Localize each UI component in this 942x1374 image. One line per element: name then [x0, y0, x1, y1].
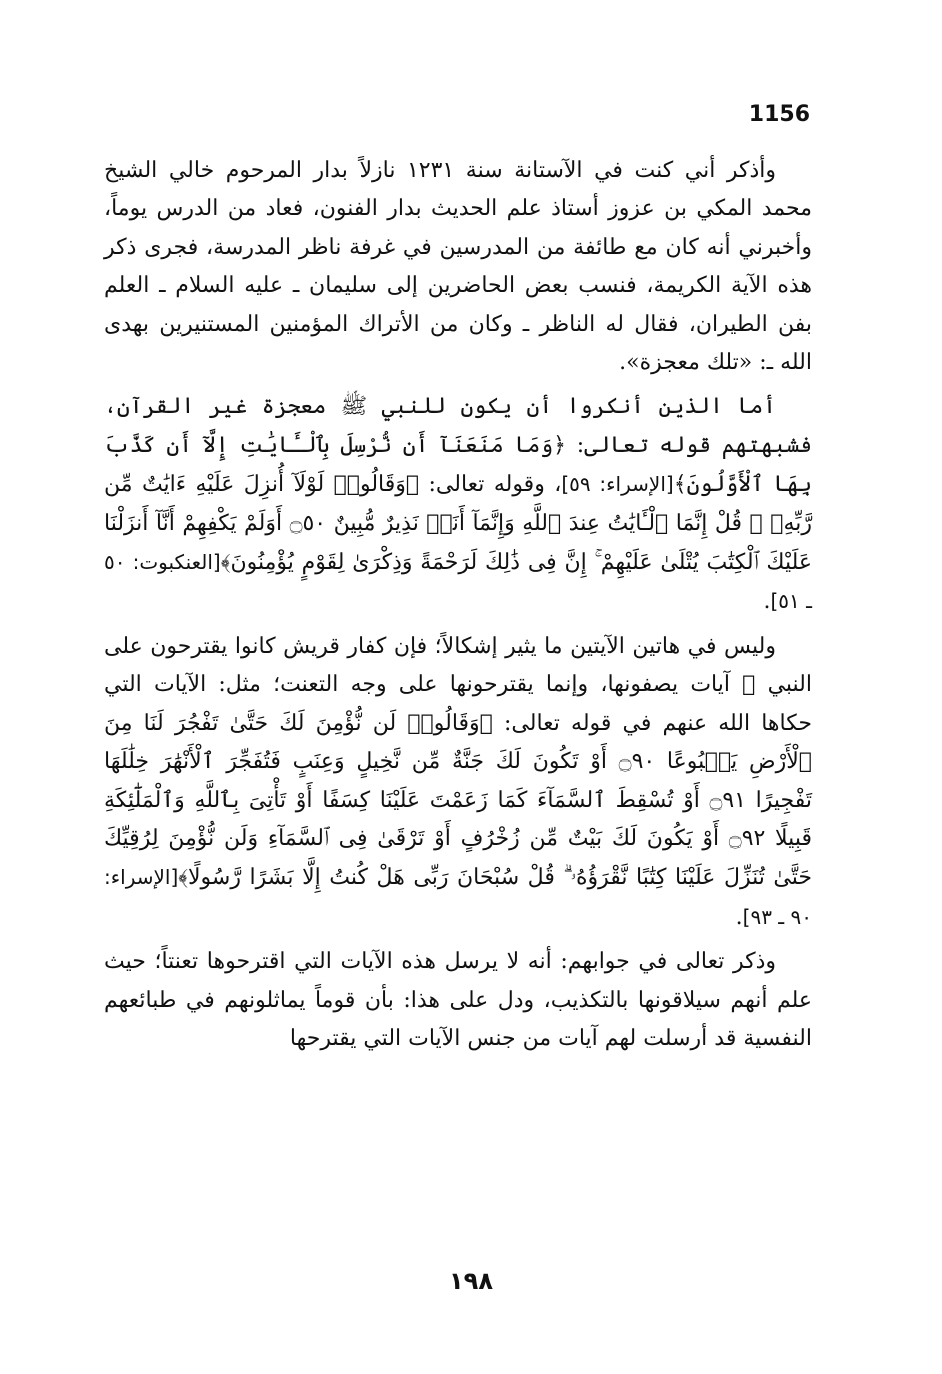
- paragraph-1: وأذكر أني كنت في الآستانة سنة ١٢٣١ نازلاً بدار المرحوم خالي الشيخ محمد المكي بن عزوز أستاذ علم الحديث بدار الفنون، فعاد من الدرس يوماً، وأخبرني أنه كان مع طائفة من المدرسين في غرفة ناظر المدرسة، فجرى ذكر هذه الآية الكريمة، فنسب بعض الحاضرين إلى سليمان ـ عليه السلام ـ العلم بفن الطيران، فقال له الناظر ـ وكان من الأتراك المؤمنين المستنيرين بهدى الله ـ: «تلك معجزة».: [104, 158, 812, 376]
- paragraph-3-end: .: [735, 904, 743, 930]
- paragraph-3: [104, 628, 812, 937]
- quran-verse-isra-59: ﴿وَمَا مَنَعَنَآ أَن نُّرْسِلَ بِٱلْـَٔايَٰتِ إِلَّآ أَن كَذَّبَ بِهَا ٱلْأَوَّلُونَ﴾: [104, 432, 813, 498]
- verse-reference-ankabut-50-51: [العنكبوت: ٥٠ ـ ٥١]: [104, 550, 812, 614]
- quran-verse-isra-90-93: ﴿وَقَالُوا۟ لَن نُّؤْمِنَ لَكَ حَتَّىٰ تَفْجُرَ لَنَا مِنَ ٱلْأَرْضِ يَنۢبُوعًا ۝٩٠ أَوْ تَكُونَ لَكَ جَنَّةٌ مِّن نَّخِيلٍ وَعِنَبٍ فَتُفَجِّرَ ٱلْأَنْهَٰرَ خِلَٰلَهَا تَفْجِيرًا ۝٩١ أَوْ تُسْقِطَ ٱلسَّمَآءَ كَمَا زَعَمْتَ عَلَيْنَا كِسَفًا أَوْ تَأْتِىَ بِٱللَّهِ وَٱلْمَلَٰٓئِكَةِ قَبِيلًا ۝٩٢ أَوْ يَكُونَ لَكَ بَيْتٌ مِّن زُخْرُفٍ أَوْ تَرْقَىٰ فِى ٱلسَّمَآءِ وَلَن نُّؤْمِنَ لِرُقِيِّكَ حَتَّىٰ تُنَزِّلَ عَلَيْنَا كِتَٰبًا نَّقْرَؤُهُۥ ۗ قُلْ سُبْحَانَ رَبِّى هَلْ كُنتُ إِلَّا بَشَرًا رَّسُولًا﴾: [104, 710, 812, 891]
- paragraph-2-end: .: [763, 589, 771, 615]
- verse-reference-isra-59: [الإسراء: ٥٩]: [561, 472, 674, 497]
- page-code: 1156: [748, 102, 810, 127]
- quran-verse-ankabut-50-51: ﴿وَقَالُوا۟ لَوْلَآ أُنزِلَ عَلَيْهِ ءَايَٰتٌ مِّن رَّبِّهِۦ ۖ قُلْ إِنَّمَا ٱلْـَٔايَٰتُ عِندَ ٱللَّهِ وَإِنَّمَآ أَنَا۠ نَذِيرٌ مُّبِينٌ ۝٥٠ أَوَلَمْ يَكْفِهِمْ أَنَّآ أَنزَلْنَا عَلَيْكَ ٱلْكِتَٰبَ يُتْلَىٰ عَلَيْهِمْ ۚ إِنَّ فِى ذَٰلِكَ لَرَحْمَةً وَذِكْرَىٰ لِقَوْمٍ يُؤْمِنُونَ﴾: [104, 472, 812, 576]
- paragraph-2: [104, 388, 812, 621]
- page-number: ١٩٨: [449, 1267, 493, 1295]
- body-text: [104, 152, 812, 1058]
- paragraph-3-intro: وليس في هاتين الآيتين ما يثير إشكالاً؛ فإن كفار قريش كانوا يقترحون على النبي ﷺ آيات يصفونها، وإنما يقترحونها على وجه التعنت؛ مثل: الآيات التي حكاها الله عنهم في قوله تعالى:: [104, 633, 812, 736]
- paragraph-2-mid: ، وقوله تعالى:: [419, 472, 562, 498]
- paragraph-4: وذكر تعالى في جوابهم: أنه لا يرسل هذه الآيات التي اقترحوها تعنتاً؛ حيث علم أنهم سيلاقونها بالتكذيب، ودل على هذا: بأن قوماً يماثلونهم في طبائعهم النفسية قد أرسلت لهم آيات من جنس الآيات التي يقترحها: [104, 949, 812, 1051]
- paragraph-2-intro: أما الذين أنكروا أن يكون للنبي ﷺ معجزة غير القرآن، فشبهتهم قوله تعالى:: [104, 394, 812, 458]
- verse-reference-isra-90-93: [الإسراء: ٩٠ ـ ٩٣]: [104, 865, 812, 929]
